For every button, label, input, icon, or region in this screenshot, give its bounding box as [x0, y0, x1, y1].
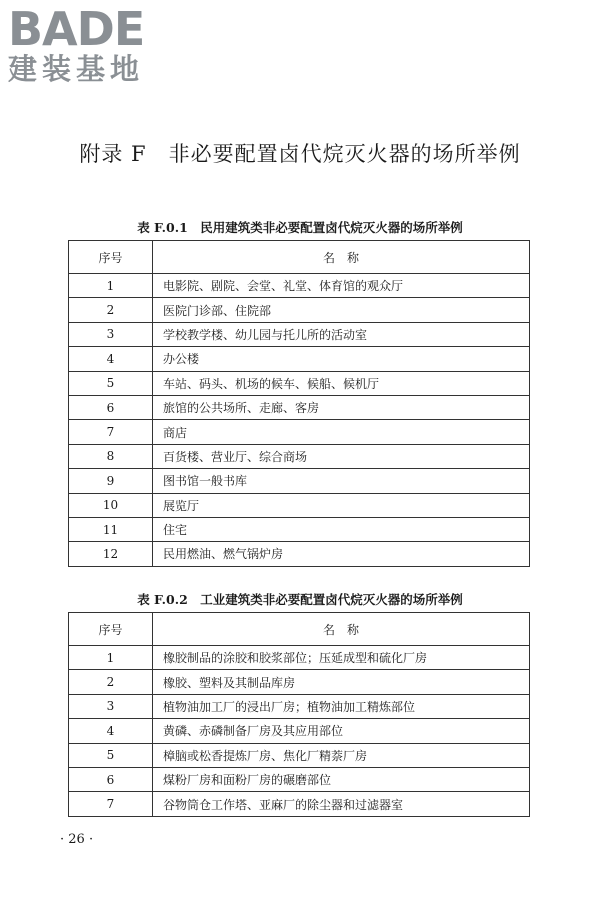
bade-logo [8, 4, 178, 86]
row-number: 7 [69, 792, 153, 816]
table-row [69, 469, 530, 493]
row-name: 谷物筒仓工作塔、亚麻厂的除尘器和过滤器室 [153, 792, 530, 816]
table-header-row [69, 241, 530, 274]
row-number: 6 [69, 767, 153, 791]
logo-wordmark: BADE [8, 2, 145, 56]
table-row [69, 493, 530, 517]
table-row [69, 542, 530, 566]
appendix-title: 附录 F 非必要配置卤代烷灭火器的场所举例 [79, 142, 521, 166]
row-name: 橡胶制品的涂胶和胶浆部位；压延成型和硫化厂房 [153, 646, 530, 670]
row-number: 2 [69, 670, 153, 694]
row-name: 樟脑或松香提炼厂房、焦化厂精萘厂房 [153, 743, 530, 767]
table-row [69, 670, 530, 694]
table-row [69, 792, 530, 816]
row-name: 黄磷、赤磷制备厂房及其应用部位 [153, 719, 530, 743]
row-name: 商店 [153, 420, 530, 444]
header-no: 序号 [69, 241, 153, 274]
table-row [69, 767, 530, 791]
row-number: 3 [69, 322, 153, 346]
row-number: 3 [69, 694, 153, 718]
row-number: 6 [69, 395, 153, 419]
row-number: 9 [69, 469, 153, 493]
row-name: 车站、码头、机场的候车、候船、候机厅 [153, 371, 530, 395]
table-row [69, 298, 530, 322]
row-number: 4 [69, 719, 153, 743]
row-name: 住宅 [153, 517, 530, 541]
row-name: 电影院、剧院、会堂、礼堂、体育馆的观众厅 [153, 274, 530, 298]
row-number: 12 [69, 542, 153, 566]
table-row [69, 694, 530, 718]
row-name: 展览厅 [153, 493, 530, 517]
row-number: 1 [69, 274, 153, 298]
table-row [69, 743, 530, 767]
table-caption-civil: 表 F.0.1 民用建筑类非必要配置卤代烷灭火器的场所举例 [137, 220, 463, 235]
row-name: 图书馆一般书库 [153, 469, 530, 493]
row-name: 学校教学楼、幼儿园与托儿所的活动室 [153, 322, 530, 346]
row-name: 百货楼、营业厅、综合商场 [153, 444, 530, 468]
table-header-row [69, 613, 530, 646]
table-row [69, 517, 530, 541]
row-name: 煤粉厂房和面粉厂房的碾磨部位 [153, 767, 530, 791]
page-number: · 26 · [60, 832, 94, 847]
row-number: 7 [69, 420, 153, 444]
row-name: 办公楼 [153, 347, 530, 371]
row-name: 植物油加工厂的浸出厂房；植物油加工精炼部位 [153, 694, 530, 718]
table-row [69, 322, 530, 346]
table-row [69, 274, 530, 298]
header-name: 名 称 [153, 613, 530, 646]
row-name: 民用燃油、燃气锅炉房 [153, 542, 530, 566]
row-number: 10 [69, 493, 153, 517]
table-row [69, 420, 530, 444]
table-row [69, 444, 530, 468]
table-caption-industrial: 表 F.0.2 工业建筑类非必要配置卤代烷灭火器的场所举例 [137, 592, 463, 607]
row-number: 1 [69, 646, 153, 670]
row-number: 5 [69, 371, 153, 395]
row-name: 旅馆的公共场所、走廊、客房 [153, 395, 530, 419]
row-number: 5 [69, 743, 153, 767]
row-name: 医院门诊部、住院部 [153, 298, 530, 322]
row-number: 2 [69, 298, 153, 322]
row-number: 11 [69, 517, 153, 541]
table-civil-buildings [68, 240, 530, 567]
logo-subtitle: 建装基地 [8, 52, 145, 86]
header-no: 序号 [69, 613, 153, 646]
table-row [69, 646, 530, 670]
table-industrial-buildings [68, 612, 530, 817]
table-row [69, 347, 530, 371]
row-name: 橡胶、塑料及其制品库房 [153, 670, 530, 694]
table-row [69, 395, 530, 419]
row-number: 4 [69, 347, 153, 371]
header-name: 名 称 [153, 241, 530, 274]
table-row [69, 719, 530, 743]
row-number: 8 [69, 444, 153, 468]
table-row [69, 371, 530, 395]
